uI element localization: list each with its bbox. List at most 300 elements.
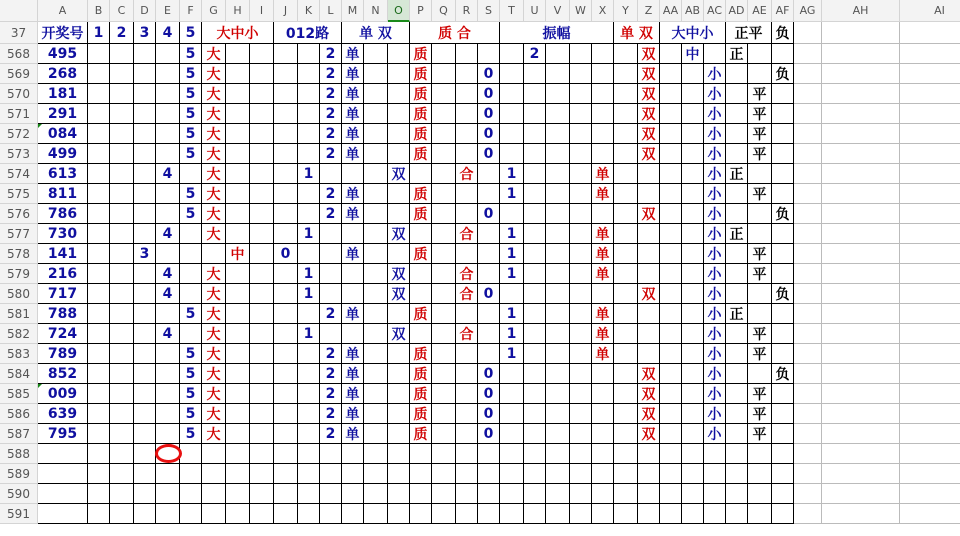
- empty-cell[interactable]: [88, 224, 110, 244]
- column-header-ab[interactable]: AB: [682, 0, 704, 22]
- empty-cell[interactable]: [570, 184, 592, 204]
- cell-k-577[interactable]: 1: [298, 224, 320, 244]
- column-header-h[interactable]: H: [226, 0, 250, 22]
- empty-cell[interactable]: [660, 64, 682, 84]
- cell-f-583[interactable]: 5: [180, 344, 202, 364]
- empty-cell[interactable]: [726, 324, 748, 344]
- empty-cell[interactable]: [388, 84, 410, 104]
- empty-cell[interactable]: [432, 124, 456, 144]
- row-header-582[interactable]: 582: [0, 324, 38, 344]
- cell-t-575[interactable]: 1: [500, 184, 524, 204]
- empty-cell[interactable]: [226, 324, 250, 344]
- cell-ac-574[interactable]: 小: [704, 164, 726, 184]
- cell-g-571[interactable]: 大: [202, 104, 226, 124]
- cell-m-568[interactable]: 单: [342, 44, 364, 64]
- cell-m-586[interactable]: 单: [342, 404, 364, 424]
- empty-cell[interactable]: [822, 84, 900, 104]
- header-cell-c[interactable]: 2: [110, 22, 134, 44]
- empty-cell[interactable]: [388, 64, 410, 84]
- cell-a-585[interactable]: 009: [38, 384, 88, 404]
- empty-cell[interactable]: [432, 364, 456, 384]
- empty-cell[interactable]: [226, 164, 250, 184]
- empty-cell[interactable]: [900, 124, 960, 144]
- empty-cell[interactable]: [500, 464, 524, 484]
- empty-cell[interactable]: [570, 484, 592, 504]
- cell-z-576[interactable]: 双: [638, 204, 660, 224]
- cell-z-586[interactable]: 双: [638, 404, 660, 424]
- empty-cell[interactable]: [900, 264, 960, 284]
- empty-cell[interactable]: [320, 324, 342, 344]
- empty-cell[interactable]: [682, 144, 704, 164]
- empty-cell[interactable]: [180, 484, 202, 504]
- empty-cell[interactable]: [524, 204, 546, 224]
- empty-cell[interactable]: [410, 464, 432, 484]
- empty-cell[interactable]: [410, 264, 432, 284]
- column-header-ag[interactable]: AG: [794, 0, 822, 22]
- empty-cell[interactable]: [822, 224, 900, 244]
- cell-a-575[interactable]: 811: [38, 184, 88, 204]
- empty-cell[interactable]: [432, 484, 456, 504]
- empty-cell[interactable]: [726, 124, 748, 144]
- empty-cell[interactable]: [794, 384, 822, 404]
- empty-cell[interactable]: [134, 264, 156, 284]
- empty-cell[interactable]: [456, 64, 478, 84]
- cell-ac-587[interactable]: 小: [704, 424, 726, 444]
- empty-cell[interactable]: [772, 404, 794, 424]
- cell-f-572[interactable]: 5: [180, 124, 202, 144]
- empty-cell[interactable]: [682, 224, 704, 244]
- empty-cell[interactable]: [156, 204, 180, 224]
- empty-cell[interactable]: [822, 424, 900, 444]
- empty-cell[interactable]: [660, 284, 682, 304]
- empty-cell[interactable]: [500, 124, 524, 144]
- row-header-586[interactable]: 586: [0, 404, 38, 424]
- empty-cell[interactable]: [726, 504, 748, 524]
- empty-cell[interactable]: [704, 484, 726, 504]
- cell-h-578[interactable]: 中: [226, 244, 250, 264]
- cell-l-573[interactable]: 2: [320, 144, 342, 164]
- empty-cell[interactable]: [500, 484, 524, 504]
- empty-cell[interactable]: [614, 404, 638, 424]
- empty-cell[interactable]: [726, 484, 748, 504]
- empty-cell[interactable]: [342, 224, 364, 244]
- cell-a-570[interactable]: 181: [38, 84, 88, 104]
- empty-cell[interactable]: [388, 44, 410, 64]
- empty-cell[interactable]: [478, 464, 500, 484]
- empty-cell[interactable]: [682, 304, 704, 324]
- empty-cell[interactable]: [274, 224, 298, 244]
- cell-z-572[interactable]: 双: [638, 124, 660, 144]
- empty-cell[interactable]: [614, 44, 638, 64]
- empty-cell[interactable]: [342, 164, 364, 184]
- cell-ac-580[interactable]: 小: [704, 284, 726, 304]
- cell-g-576[interactable]: 大: [202, 204, 226, 224]
- column-header-ae[interactable]: AE: [748, 0, 772, 22]
- cell-a-574[interactable]: 613: [38, 164, 88, 184]
- empty-cell[interactable]: [134, 384, 156, 404]
- empty-cell[interactable]: [456, 124, 478, 144]
- empty-cell[interactable]: [134, 144, 156, 164]
- empty-cell[interactable]: [794, 84, 822, 104]
- cell-x-578[interactable]: 单: [592, 244, 614, 264]
- cell-f-568[interactable]: 5: [180, 44, 202, 64]
- empty-cell[interactable]: [592, 104, 614, 124]
- empty-cell[interactable]: [250, 424, 274, 444]
- empty-cell[interactable]: [822, 304, 900, 324]
- empty-cell[interactable]: [274, 464, 298, 484]
- empty-cell[interactable]: [432, 204, 456, 224]
- cell-o-582[interactable]: 双: [388, 324, 410, 344]
- empty-cell[interactable]: [226, 404, 250, 424]
- column-header-e[interactable]: E: [156, 0, 180, 22]
- empty-cell[interactable]: [500, 284, 524, 304]
- empty-cell[interactable]: [156, 124, 180, 144]
- column-header-k[interactable]: K: [298, 0, 320, 22]
- empty-cell[interactable]: [364, 244, 388, 264]
- cell-a-573[interactable]: 499: [38, 144, 88, 164]
- cell-f-581[interactable]: 5: [180, 304, 202, 324]
- cell-ac-581[interactable]: 小: [704, 304, 726, 324]
- empty-cell[interactable]: [614, 484, 638, 504]
- empty-cell[interactable]: [570, 264, 592, 284]
- cell-t-581[interactable]: 1: [500, 304, 524, 324]
- empty-cell[interactable]: [388, 184, 410, 204]
- empty-cell[interactable]: [342, 444, 364, 464]
- empty-cell[interactable]: [274, 444, 298, 464]
- empty-cell[interactable]: [110, 444, 134, 464]
- empty-cell[interactable]: [456, 204, 478, 224]
- empty-cell[interactable]: [274, 104, 298, 124]
- cell-o-577[interactable]: 双: [388, 224, 410, 244]
- empty-cell[interactable]: [456, 344, 478, 364]
- empty-cell[interactable]: [726, 184, 748, 204]
- empty-cell[interactable]: [156, 144, 180, 164]
- select-all-corner[interactable]: [0, 0, 38, 22]
- cell-z-571[interactable]: 双: [638, 104, 660, 124]
- column-header-j[interactable]: J: [274, 0, 298, 22]
- empty-cell[interactable]: [156, 484, 180, 504]
- cell-a-579[interactable]: 216: [38, 264, 88, 284]
- empty-cell[interactable]: [660, 264, 682, 284]
- cell-f-575[interactable]: 5: [180, 184, 202, 204]
- cell-a-580[interactable]: 717: [38, 284, 88, 304]
- empty-cell[interactable]: [202, 244, 226, 264]
- cell-s-576[interactable]: 0: [478, 204, 500, 224]
- cell-ac-578[interactable]: 小: [704, 244, 726, 264]
- empty-cell[interactable]: [274, 424, 298, 444]
- column-header-ad[interactable]: AD: [726, 0, 748, 22]
- empty-cell[interactable]: [226, 344, 250, 364]
- cell-f-584[interactable]: 5: [180, 364, 202, 384]
- empty-cell[interactable]: [726, 364, 748, 384]
- cell-m-571[interactable]: 单: [342, 104, 364, 124]
- cell-ad-568[interactable]: 正: [726, 44, 748, 64]
- empty-cell[interactable]: [822, 264, 900, 284]
- cell-ad-577[interactable]: 正: [726, 224, 748, 244]
- cell-ac-579[interactable]: 小: [704, 264, 726, 284]
- empty-cell[interactable]: [364, 144, 388, 164]
- row-header-568[interactable]: 568: [0, 44, 38, 64]
- empty-cell[interactable]: [274, 184, 298, 204]
- empty-cell[interactable]: [364, 264, 388, 284]
- empty-cell[interactable]: [134, 44, 156, 64]
- empty-cell[interactable]: [134, 164, 156, 184]
- header-cell-e[interactable]: 4: [156, 22, 180, 44]
- empty-cell[interactable]: [794, 264, 822, 284]
- empty-cell[interactable]: [250, 204, 274, 224]
- empty-cell[interactable]: [614, 304, 638, 324]
- empty-cell[interactable]: [88, 424, 110, 444]
- empty-cell[interactable]: [298, 84, 320, 104]
- empty-cell[interactable]: [592, 444, 614, 464]
- empty-cell[interactable]: [900, 344, 960, 364]
- empty-cell[interactable]: [524, 484, 546, 504]
- empty-cell[interactable]: [614, 104, 638, 124]
- empty-cell[interactable]: [660, 324, 682, 344]
- empty-cell[interactable]: [772, 504, 794, 524]
- empty-cell[interactable]: [110, 44, 134, 64]
- empty-cell[interactable]: [900, 304, 960, 324]
- cell-ae-572[interactable]: 平: [748, 124, 772, 144]
- row-header-571[interactable]: 571: [0, 104, 38, 124]
- header-cell-g[interactable]: 大中小: [202, 22, 274, 44]
- column-header-s[interactable]: S: [478, 0, 500, 22]
- empty-cell[interactable]: [726, 284, 748, 304]
- empty-cell[interactable]: [388, 384, 410, 404]
- empty-cell[interactable]: [432, 224, 456, 244]
- empty-cell[interactable]: [822, 124, 900, 144]
- cell-ac-577[interactable]: 小: [704, 224, 726, 244]
- empty-cell[interactable]: [638, 224, 660, 244]
- cell-r-582[interactable]: 合: [456, 324, 478, 344]
- empty-cell[interactable]: [364, 44, 388, 64]
- cell-m-569[interactable]: 单: [342, 64, 364, 84]
- cell-s-580[interactable]: 0: [478, 284, 500, 304]
- empty-cell[interactable]: [660, 364, 682, 384]
- cell-g-583[interactable]: 大: [202, 344, 226, 364]
- empty-cell[interactable]: [794, 364, 822, 384]
- empty-cell[interactable]: [794, 304, 822, 324]
- empty-cell[interactable]: [110, 224, 134, 244]
- empty-cell[interactable]: [342, 464, 364, 484]
- empty-cell[interactable]: [546, 64, 570, 84]
- empty-cell[interactable]: [274, 404, 298, 424]
- empty-cell[interactable]: [614, 224, 638, 244]
- empty-cell[interactable]: [456, 424, 478, 444]
- column-header-ah[interactable]: AH: [822, 0, 900, 22]
- empty-cell[interactable]: [900, 244, 960, 264]
- empty-cell[interactable]: [900, 164, 960, 184]
- empty-cell[interactable]: [298, 144, 320, 164]
- empty-cell[interactable]: [614, 444, 638, 464]
- empty-cell[interactable]: [900, 22, 960, 44]
- empty-cell[interactable]: [226, 424, 250, 444]
- empty-cell[interactable]: [432, 184, 456, 204]
- cell-ae-583[interactable]: 平: [748, 344, 772, 364]
- empty-cell[interactable]: [156, 504, 180, 524]
- empty-cell[interactable]: [110, 164, 134, 184]
- empty-cell[interactable]: [638, 184, 660, 204]
- empty-cell[interactable]: [592, 364, 614, 384]
- empty-cell[interactable]: [134, 344, 156, 364]
- empty-cell[interactable]: [432, 464, 456, 484]
- empty-cell[interactable]: [202, 464, 226, 484]
- empty-cell[interactable]: [202, 444, 226, 464]
- empty-cell[interactable]: [614, 324, 638, 344]
- empty-cell[interactable]: [822, 244, 900, 264]
- empty-cell[interactable]: [592, 284, 614, 304]
- cell-a-584[interactable]: 852: [38, 364, 88, 384]
- empty-cell[interactable]: [88, 304, 110, 324]
- empty-cell[interactable]: [900, 104, 960, 124]
- row-header-577[interactable]: 577: [0, 224, 38, 244]
- cell-z-587[interactable]: 双: [638, 424, 660, 444]
- empty-cell[interactable]: [900, 444, 960, 464]
- empty-cell[interactable]: [110, 504, 134, 524]
- cell-m-570[interactable]: 单: [342, 84, 364, 104]
- empty-cell[interactable]: [298, 44, 320, 64]
- cell-s-584[interactable]: 0: [478, 364, 500, 384]
- cell-f-570[interactable]: 5: [180, 84, 202, 104]
- empty-cell[interactable]: [456, 444, 478, 464]
- empty-cell[interactable]: [822, 44, 900, 64]
- empty-cell[interactable]: [682, 344, 704, 364]
- empty-cell[interactable]: [660, 44, 682, 64]
- cell-ac-586[interactable]: 小: [704, 404, 726, 424]
- empty-cell[interactable]: [500, 444, 524, 464]
- column-header-u[interactable]: U: [524, 0, 546, 22]
- empty-cell[interactable]: [432, 44, 456, 64]
- empty-cell[interactable]: [682, 364, 704, 384]
- cell-r-579[interactable]: 合: [456, 264, 478, 284]
- row-header-590[interactable]: 590: [0, 484, 38, 504]
- empty-cell[interactable]: [298, 104, 320, 124]
- empty-cell[interactable]: [794, 164, 822, 184]
- cell-p-586[interactable]: 质: [410, 404, 432, 424]
- empty-cell[interactable]: [88, 264, 110, 284]
- cell-g-569[interactable]: 大: [202, 64, 226, 84]
- cell-s-587[interactable]: 0: [478, 424, 500, 444]
- empty-cell[interactable]: [298, 204, 320, 224]
- cell-x-577[interactable]: 单: [592, 224, 614, 244]
- empty-cell[interactable]: [110, 264, 134, 284]
- empty-cell[interactable]: [320, 284, 342, 304]
- cell-p-578[interactable]: 质: [410, 244, 432, 264]
- cell-l-583[interactable]: 2: [320, 344, 342, 364]
- cell-g-587[interactable]: 大: [202, 424, 226, 444]
- empty-cell[interactable]: [500, 424, 524, 444]
- cell-l-568[interactable]: 2: [320, 44, 342, 64]
- empty-cell[interactable]: [660, 424, 682, 444]
- empty-cell[interactable]: [614, 264, 638, 284]
- empty-cell[interactable]: [226, 44, 250, 64]
- column-header-d[interactable]: D: [134, 0, 156, 22]
- cell-l-571[interactable]: 2: [320, 104, 342, 124]
- empty-cell[interactable]: [524, 104, 546, 124]
- empty-cell[interactable]: [794, 484, 822, 504]
- empty-cell[interactable]: [524, 424, 546, 444]
- empty-cell[interactable]: [110, 404, 134, 424]
- cell-g-579[interactable]: 大: [202, 264, 226, 284]
- empty-cell[interactable]: [250, 124, 274, 144]
- cell-g-570[interactable]: 大: [202, 84, 226, 104]
- cell-u-568[interactable]: 2: [524, 44, 546, 64]
- empty-cell[interactable]: [614, 184, 638, 204]
- empty-cell[interactable]: [110, 324, 134, 344]
- cell-z-584[interactable]: 双: [638, 364, 660, 384]
- empty-cell[interactable]: [524, 384, 546, 404]
- empty-cell[interactable]: [364, 284, 388, 304]
- empty-cell[interactable]: [134, 84, 156, 104]
- empty-cell[interactable]: [524, 404, 546, 424]
- empty-cell[interactable]: [456, 484, 478, 504]
- cell-r-580[interactable]: 合: [456, 284, 478, 304]
- empty-cell[interactable]: [614, 84, 638, 104]
- empty-cell[interactable]: [546, 184, 570, 204]
- empty-cell[interactable]: [320, 484, 342, 504]
- empty-cell[interactable]: [250, 184, 274, 204]
- cell-af-569[interactable]: 负: [772, 64, 794, 84]
- cell-g-573[interactable]: 大: [202, 144, 226, 164]
- empty-cell[interactable]: [88, 464, 110, 484]
- empty-cell[interactable]: [250, 244, 274, 264]
- empty-cell[interactable]: [456, 44, 478, 64]
- empty-cell[interactable]: [410, 224, 432, 244]
- empty-cell[interactable]: [546, 104, 570, 124]
- empty-cell[interactable]: [638, 264, 660, 284]
- empty-cell[interactable]: [900, 384, 960, 404]
- empty-cell[interactable]: [794, 224, 822, 244]
- empty-cell[interactable]: [660, 504, 682, 524]
- empty-cell[interactable]: [250, 344, 274, 364]
- empty-cell[interactable]: [226, 64, 250, 84]
- empty-cell[interactable]: [570, 204, 592, 224]
- row-header-575[interactable]: 575: [0, 184, 38, 204]
- empty-cell[interactable]: [364, 184, 388, 204]
- empty-cell[interactable]: [156, 304, 180, 324]
- cell-l-586[interactable]: 2: [320, 404, 342, 424]
- cell-g-572[interactable]: 大: [202, 124, 226, 144]
- empty-cell[interactable]: [250, 144, 274, 164]
- empty-cell[interactable]: [660, 104, 682, 124]
- empty-cell[interactable]: [500, 64, 524, 84]
- empty-cell[interactable]: [524, 504, 546, 524]
- empty-cell[interactable]: [570, 504, 592, 524]
- empty-cell[interactable]: [298, 364, 320, 384]
- cell-x-581[interactable]: 单: [592, 304, 614, 324]
- empty-cell[interactable]: [748, 164, 772, 184]
- cell-s-585[interactable]: 0: [478, 384, 500, 404]
- empty-cell[interactable]: [682, 424, 704, 444]
- row-header-584[interactable]: 584: [0, 364, 38, 384]
- cell-a-578[interactable]: 141: [38, 244, 88, 264]
- row-header-580[interactable]: 580: [0, 284, 38, 304]
- empty-cell[interactable]: [432, 304, 456, 324]
- empty-cell[interactable]: [298, 444, 320, 464]
- column-header-t[interactable]: T: [500, 0, 524, 22]
- empty-cell[interactable]: [250, 224, 274, 244]
- cell-p-576[interactable]: 质: [410, 204, 432, 224]
- cell-o-574[interactable]: 双: [388, 164, 410, 184]
- empty-cell[interactable]: [794, 344, 822, 364]
- empty-cell[interactable]: [682, 484, 704, 504]
- empty-cell[interactable]: [638, 444, 660, 464]
- column-header-z[interactable]: Z: [638, 0, 660, 22]
- empty-cell[interactable]: [772, 164, 794, 184]
- empty-cell[interactable]: [772, 184, 794, 204]
- empty-cell[interactable]: [772, 304, 794, 324]
- empty-cell[interactable]: [794, 144, 822, 164]
